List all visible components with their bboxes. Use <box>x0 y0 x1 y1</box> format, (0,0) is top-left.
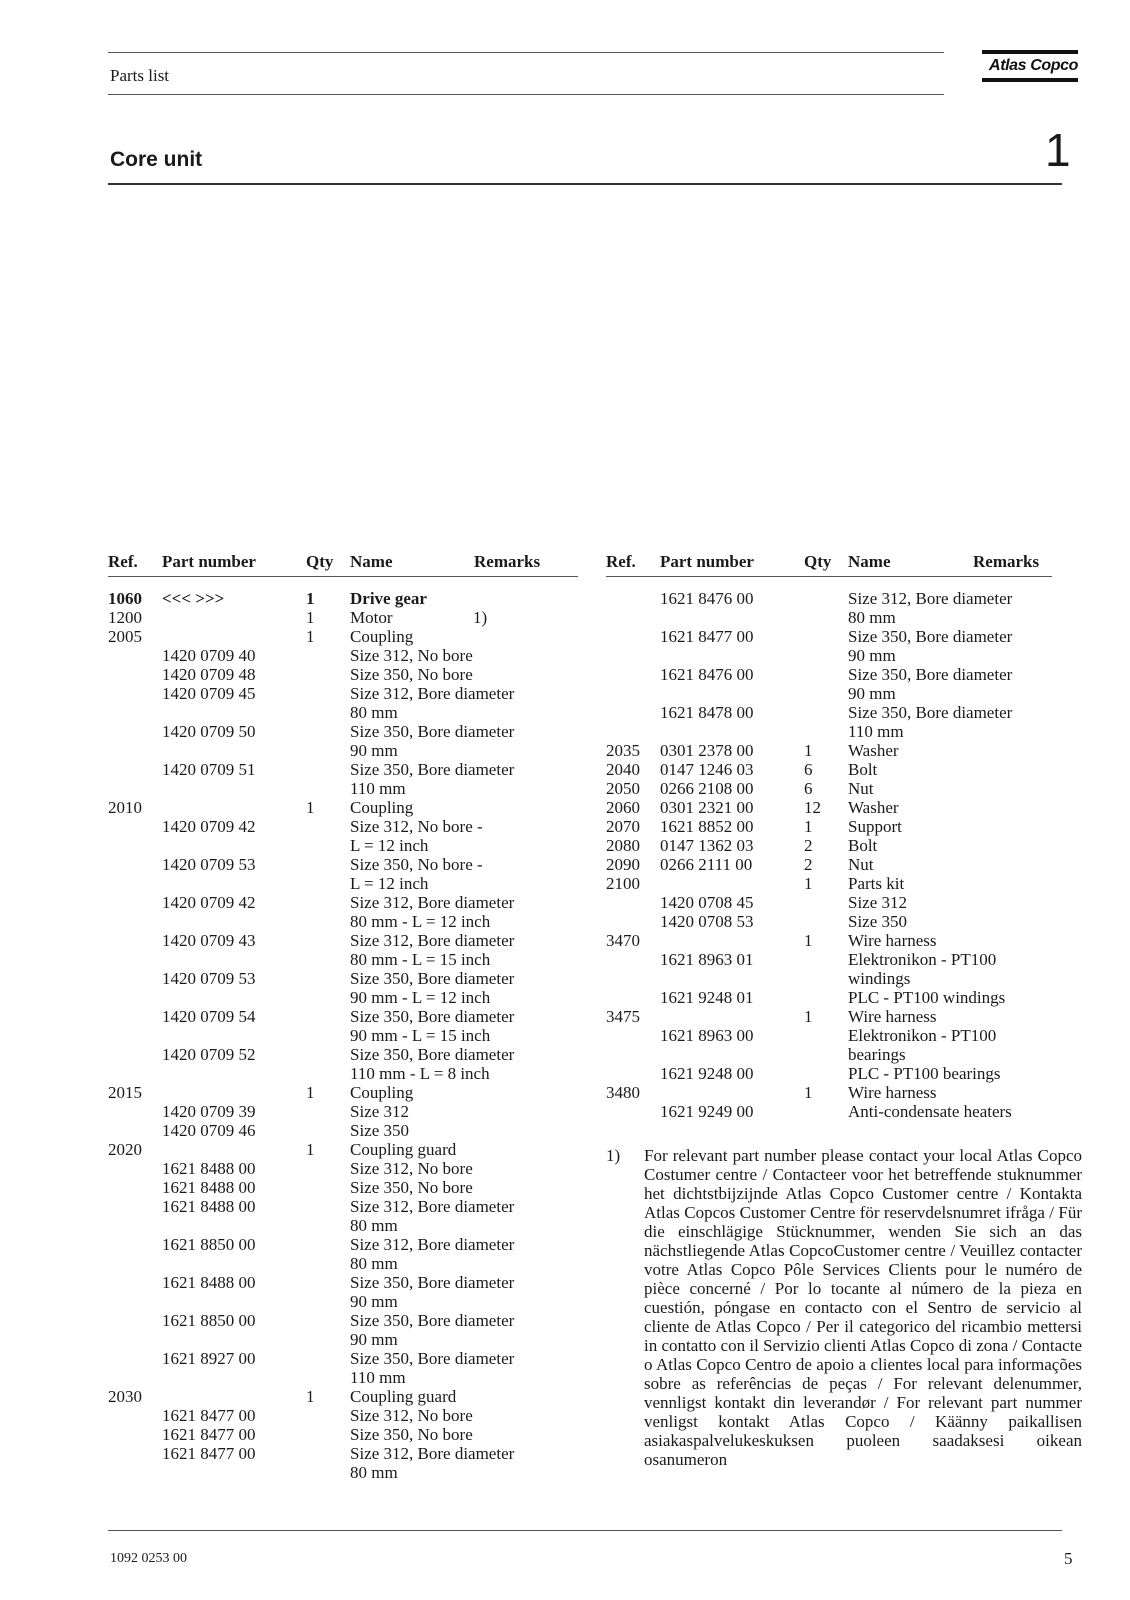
header-name: Name <box>350 552 393 571</box>
table-row <box>108 760 578 779</box>
name-cell: bearings <box>848 1045 906 1064</box>
table-row <box>108 988 578 1007</box>
name-cell: Size 312, No bore <box>350 1159 473 1178</box>
qty-cell: 1 <box>804 931 813 950</box>
name-cell: Coupling guard <box>350 1387 457 1406</box>
table-row <box>606 608 1052 627</box>
part-number-cell: 1621 8963 01 <box>660 950 754 969</box>
name-cell: 90 mm <box>350 1330 398 1349</box>
name-cell: PLC - PT100 windings <box>848 988 1006 1007</box>
qty-cell: 1 <box>306 1387 315 1406</box>
name-cell: L = 12 inch <box>350 874 429 893</box>
qty-cell: 1 <box>306 608 315 627</box>
name-cell: 90 mm - L = 12 inch <box>350 988 491 1007</box>
table-row <box>108 1178 578 1197</box>
table-row <box>108 627 578 646</box>
part-number-cell: 1621 8963 00 <box>660 1026 754 1045</box>
ref-cell: 2060 <box>606 798 640 817</box>
table-row <box>606 589 1052 608</box>
name-cell: L = 12 inch <box>350 836 429 855</box>
name-cell: Size 312, Bore diameter <box>350 1444 515 1463</box>
table-row <box>108 836 578 855</box>
qty-cell: 1 <box>804 741 813 760</box>
name-cell: Size 350, Bore diameter <box>350 1007 515 1026</box>
part-number-cell: 1621 8488 00 <box>162 1273 256 1292</box>
header-qty: Qty <box>306 552 334 571</box>
table-row <box>108 1387 578 1406</box>
part-number-cell: 1621 8476 00 <box>660 665 754 684</box>
name-cell: 90 mm - L = 15 inch <box>350 1026 491 1045</box>
part-number-cell: 1420 0709 50 <box>162 722 256 741</box>
header-qty: Qty <box>804 552 832 571</box>
table-row <box>606 969 1052 988</box>
name-cell: 80 mm <box>350 1254 398 1273</box>
header-ref: Ref. <box>606 552 636 571</box>
table-row <box>606 1102 1052 1121</box>
name-cell: Size 350, Bore diameter <box>350 760 515 779</box>
part-number-cell: 1621 8478 00 <box>660 703 754 722</box>
table-row <box>606 627 1052 646</box>
table-row <box>108 969 578 988</box>
table-row <box>108 1425 578 1444</box>
name-cell: Anti-condensate heaters <box>848 1102 1012 1121</box>
header-bottom-rule <box>108 94 944 95</box>
part-number-cell: 1420 0709 43 <box>162 931 256 950</box>
name-cell: Size 350 <box>350 1121 410 1140</box>
name-cell: Drive gear <box>350 589 427 608</box>
table-row <box>606 741 1052 760</box>
table-row <box>108 1121 578 1140</box>
name-cell: 110 mm <box>350 1368 406 1387</box>
table-row <box>108 1216 578 1235</box>
section-title: Core unit <box>110 148 203 171</box>
part-number-cell: 1621 8488 00 <box>162 1197 256 1216</box>
parts-table-right <box>606 552 1052 1121</box>
part-number-cell: 1621 8927 00 <box>162 1349 256 1368</box>
table-row <box>606 1026 1052 1045</box>
qty-cell: 1 <box>306 798 315 817</box>
table-row <box>108 950 578 969</box>
table-row <box>606 760 1052 779</box>
header-ref: Ref. <box>108 552 138 571</box>
table-row <box>108 931 578 950</box>
remarks-cell: 1) <box>473 608 488 627</box>
ref-cell: 2010 <box>108 798 142 817</box>
part-number-cell: 1621 8852 00 <box>660 817 754 836</box>
ref-cell: 3480 <box>606 1083 640 1102</box>
table-row <box>108 1254 578 1273</box>
table-body <box>606 589 1052 1121</box>
name-cell: Size 350, No bore <box>350 1425 473 1444</box>
table-row <box>606 703 1052 722</box>
table-row <box>108 665 578 684</box>
table-row <box>108 722 578 741</box>
name-cell: 80 mm - L = 15 inch <box>350 950 491 969</box>
header-label: Parts list <box>110 66 170 85</box>
name-cell: Parts kit <box>848 874 905 893</box>
part-number-cell: 0301 2378 00 <box>660 741 754 760</box>
table-row <box>108 1444 578 1463</box>
part-number-cell: 1621 8476 00 <box>660 589 754 608</box>
header-top-rule <box>108 52 944 53</box>
part-number-cell: 1420 0709 42 <box>162 893 256 912</box>
name-cell: Size 350, No bore - <box>350 855 483 874</box>
part-number-cell: 1621 8477 00 <box>162 1425 256 1444</box>
name-cell: Washer <box>848 798 899 817</box>
table-row <box>606 931 1052 950</box>
name-cell: Size 350, Bore diameter <box>848 627 1013 646</box>
ref-cell: 1060 <box>108 589 142 608</box>
name-cell: Size 350, Bore diameter <box>350 1349 515 1368</box>
table-row <box>108 1406 578 1425</box>
ref-cell: 2070 <box>606 817 640 836</box>
ref-cell: 2015 <box>108 1083 142 1102</box>
ref-cell: 2040 <box>606 760 640 779</box>
brand-logo <box>982 50 1078 82</box>
name-cell: Coupling <box>350 1083 414 1102</box>
name-cell: Wire harness <box>848 1083 937 1102</box>
qty-cell: 6 <box>804 760 813 779</box>
table-row <box>108 1330 578 1349</box>
qty-cell: 6 <box>804 779 813 798</box>
part-number-cell: 0301 2321 00 <box>660 798 754 817</box>
table-row <box>108 1083 578 1102</box>
table-row <box>606 1083 1052 1102</box>
name-cell: Wire harness <box>848 1007 937 1026</box>
name-cell: Size 312, No bore - <box>350 817 483 836</box>
qty-cell: 1 <box>306 1083 315 1102</box>
table-row <box>108 1140 578 1159</box>
part-number-cell: 0147 1246 03 <box>660 760 754 779</box>
table-row <box>108 1197 578 1216</box>
part-number-cell: 1420 0709 45 <box>162 684 256 703</box>
table-row <box>108 1349 578 1368</box>
ref-cell: 2080 <box>606 836 640 855</box>
part-number-cell: 1420 0708 53 <box>660 912 754 931</box>
name-cell: 80 mm <box>350 703 398 722</box>
table-row <box>606 874 1052 893</box>
name-cell: Size 312, Bore diameter <box>350 893 515 912</box>
part-number-cell: 1420 0709 48 <box>162 665 256 684</box>
table-row <box>108 798 578 817</box>
ref-cell: 2030 <box>108 1387 142 1406</box>
table-row <box>108 1026 578 1045</box>
table-row <box>108 1007 578 1026</box>
name-cell: 110 mm <box>350 779 406 798</box>
name-cell: Size 350, Bore diameter <box>350 1311 515 1330</box>
table-header <box>606 552 1052 576</box>
table-row <box>606 950 1052 969</box>
table-row <box>606 817 1052 836</box>
footnote <box>606 1146 1082 1469</box>
table-header-rule <box>606 576 1052 577</box>
part-number-cell: 1420 0709 42 <box>162 817 256 836</box>
logo-bar-bottom <box>982 78 1078 82</box>
table-row <box>606 855 1052 874</box>
table-row <box>108 684 578 703</box>
table-row <box>108 1311 578 1330</box>
name-cell: Size 312 <box>350 1102 410 1121</box>
table-row <box>108 855 578 874</box>
name-cell: 90 mm <box>350 741 398 760</box>
part-number-cell: 1621 8477 00 <box>162 1444 256 1463</box>
name-cell: Coupling <box>350 627 414 646</box>
table-row <box>606 722 1052 741</box>
name-cell: 110 mm - L = 8 inch <box>350 1064 490 1083</box>
name-cell: Size 312 <box>848 893 908 912</box>
part-number-cell: 1420 0708 45 <box>660 893 754 912</box>
name-cell: 110 mm <box>848 722 904 741</box>
name-cell: Size 350, No bore <box>350 1178 473 1197</box>
logo-text: Atlas Copco <box>989 57 1078 74</box>
name-cell: Size 312, Bore diameter <box>350 1197 515 1216</box>
table-row <box>108 1159 578 1178</box>
footer-rule <box>108 1530 1062 1531</box>
name-cell: Elektronikon - PT100 <box>848 1026 997 1045</box>
ref-cell: 3470 <box>606 931 640 950</box>
name-cell: Washer <box>848 741 899 760</box>
name-cell: PLC - PT100 bearings <box>848 1064 1001 1083</box>
header-remarks: Remarks <box>474 552 541 571</box>
ref-cell: 2100 <box>606 874 640 893</box>
name-cell: Coupling <box>350 798 414 817</box>
header-remarks: Remarks <box>973 552 1040 571</box>
name-cell: Size 350, Bore diameter <box>848 665 1013 684</box>
part-number-cell: 1420 0709 46 <box>162 1121 256 1140</box>
name-cell: Wire harness <box>848 931 937 950</box>
name-cell: Coupling guard <box>350 1140 457 1159</box>
part-number-cell: 1420 0709 40 <box>162 646 256 665</box>
table-row <box>108 1064 578 1083</box>
ref-cell: 2005 <box>108 627 142 646</box>
part-number-cell: 1621 9248 01 <box>660 988 754 1007</box>
table-row <box>606 779 1052 798</box>
qty-cell: 1 <box>804 874 813 893</box>
qty-cell: 12 <box>804 798 821 817</box>
document-number: 1092 0253 00 <box>110 1551 187 1566</box>
name-cell: Motor <box>350 608 393 627</box>
part-number-cell: 1420 0709 52 <box>162 1045 256 1064</box>
table-row <box>108 608 578 627</box>
part-number-cell: 1420 0709 54 <box>162 1007 256 1026</box>
qty-cell: 2 <box>804 836 813 855</box>
part-number-cell: 0147 1362 03 <box>660 836 754 855</box>
name-cell: Size 312, Bore diameter <box>848 589 1013 608</box>
table-row <box>108 589 578 608</box>
ref-cell: 2020 <box>108 1140 142 1159</box>
qty-cell: 1 <box>306 1140 315 1159</box>
table-row <box>606 912 1052 931</box>
table-row <box>108 1463 578 1482</box>
name-cell: Size 312, Bore diameter <box>350 931 515 950</box>
table-row <box>606 836 1052 855</box>
ref-cell: 3475 <box>606 1007 640 1026</box>
table-row <box>606 1064 1052 1083</box>
table-row <box>108 741 578 760</box>
header-part-number: Part number <box>162 552 256 571</box>
chapter-number: 1 <box>1045 124 1071 176</box>
table-header <box>108 552 578 576</box>
part-number-cell: 1420 0709 53 <box>162 855 256 874</box>
part-number-cell: 1621 8850 00 <box>162 1311 256 1330</box>
name-cell: 80 mm - L = 12 inch <box>350 912 491 931</box>
name-cell: Size 312, No bore <box>350 646 473 665</box>
ref-cell: 2050 <box>606 779 640 798</box>
part-number-cell: 1621 9248 00 <box>660 1064 754 1083</box>
table-row <box>108 1235 578 1254</box>
table-row <box>108 703 578 722</box>
part-number-cell: 0266 2111 00 <box>660 855 753 874</box>
footnote-mark: 1) <box>606 1146 621 1165</box>
table-header-rule <box>108 576 578 577</box>
name-cell: windings <box>848 969 911 988</box>
table-row <box>108 1045 578 1064</box>
section-rule <box>108 183 1062 185</box>
name-cell: 90 mm <box>848 684 896 703</box>
header-name: Name <box>848 552 891 571</box>
name-cell: Size 350, Bore diameter <box>350 722 515 741</box>
part-number-cell: 1621 8850 00 <box>162 1235 256 1254</box>
table-row <box>108 912 578 931</box>
ref-cell: 2090 <box>606 855 640 874</box>
name-cell: Size 350, Bore diameter <box>350 1273 515 1292</box>
name-cell: Bolt <box>848 760 878 779</box>
table-row <box>606 798 1052 817</box>
name-cell: Size 350, Bore diameter <box>350 1045 515 1064</box>
table-row <box>606 665 1052 684</box>
name-cell: Size 350, Bore diameter <box>848 703 1013 722</box>
part-number-cell: 0266 2108 00 <box>660 779 754 798</box>
qty-cell: 1 <box>804 817 813 836</box>
name-cell: Support <box>848 817 902 836</box>
table-row <box>108 1292 578 1311</box>
part-number-cell: 1420 0709 51 <box>162 760 256 779</box>
table-row <box>108 1273 578 1292</box>
part-number-cell: 1621 8488 00 <box>162 1159 256 1178</box>
name-cell: Size 312, Bore diameter <box>350 1235 515 1254</box>
name-cell: Size 350, No bore <box>350 665 473 684</box>
header-part-number: Part number <box>660 552 754 571</box>
page-number: 5 <box>1064 1549 1073 1568</box>
table-row <box>108 779 578 798</box>
footnote-text: For relevant part number please contact your local Atlas Copco Costumer centre / Contacteer voor het betreffende stuknummer het dichtstbijzijnde Atlas Copco Customer centre / Kontakta Atlas Copcos Customer Centre för reservdelsnumret ifråga / Für die einschlägige Stücknummer, wenden Sie sich an das nächstliegende Atlas CopcoCustomer centre / Veuillez contacter votre Atlas Copco Pôle Services Clients pour le numéro de pièce concerné / Por lo tocante al número de la pieza en cuestión, póngase en contacto con el Sentro de servicio al cliente de Atlas Copco / Per il categorico del ricambio mettersi in contatto con il Servizio clienti Atlas Copco di zona / Contacte o Atlas Copco Centro de apoio a clientes local para informações sobre as referências de peças / For relevant delenummer, vennligst kontakt din leverandør / For relevant part nummer venligst kontakt Atlas Copco / Käänny paikallisen asiakaspalvelukeskuksen puoleen saadaksesi oikean osanumeron <box>644 1146 1082 1469</box>
table-row <box>108 817 578 836</box>
table-row <box>108 1368 578 1387</box>
name-cell: 80 mm <box>350 1216 398 1235</box>
name-cell: 80 mm <box>350 1463 398 1482</box>
qty-cell: 1 <box>804 1083 813 1102</box>
name-cell: 90 mm <box>848 646 896 665</box>
table-row <box>108 1102 578 1121</box>
parts-table-left <box>108 552 578 1482</box>
ref-cell: 1200 <box>108 608 142 627</box>
part-number-cell: 1420 0709 53 <box>162 969 256 988</box>
qty-cell: 1 <box>306 589 315 608</box>
name-cell: Size 350, Bore diameter <box>350 969 515 988</box>
name-cell: Nut <box>848 855 874 874</box>
table-row <box>606 1007 1052 1026</box>
name-cell: 90 mm <box>350 1292 398 1311</box>
part-number-cell: 1420 0709 39 <box>162 1102 256 1121</box>
name-cell: Elektronikon - PT100 <box>848 950 997 969</box>
part-number-cell: 1621 8488 00 <box>162 1178 256 1197</box>
table-row <box>108 874 578 893</box>
name-cell: Nut <box>848 779 874 798</box>
table-row <box>606 893 1052 912</box>
part-number-cell: 1621 8477 00 <box>660 627 754 646</box>
name-cell: Size 312, No bore <box>350 1406 473 1425</box>
table-row <box>606 1045 1052 1064</box>
name-cell: 80 mm <box>848 608 896 627</box>
name-cell: Size 350 <box>848 912 908 931</box>
table-row <box>108 646 578 665</box>
part-number-cell: 1621 8477 00 <box>162 1406 256 1425</box>
ref-cell: 2035 <box>606 741 640 760</box>
qty-cell: 2 <box>804 855 813 874</box>
part-number-cell: <<< >>> <box>162 589 225 608</box>
table-row <box>108 893 578 912</box>
part-number-cell: 1621 9249 00 <box>660 1102 754 1121</box>
name-cell: Size 312, Bore diameter <box>350 684 515 703</box>
table-row <box>606 684 1052 703</box>
table-body <box>108 589 578 1482</box>
name-cell: Bolt <box>848 836 878 855</box>
table-row <box>606 646 1052 665</box>
table-row <box>606 988 1052 1007</box>
qty-cell: 1 <box>804 1007 813 1026</box>
qty-cell: 1 <box>306 627 315 646</box>
